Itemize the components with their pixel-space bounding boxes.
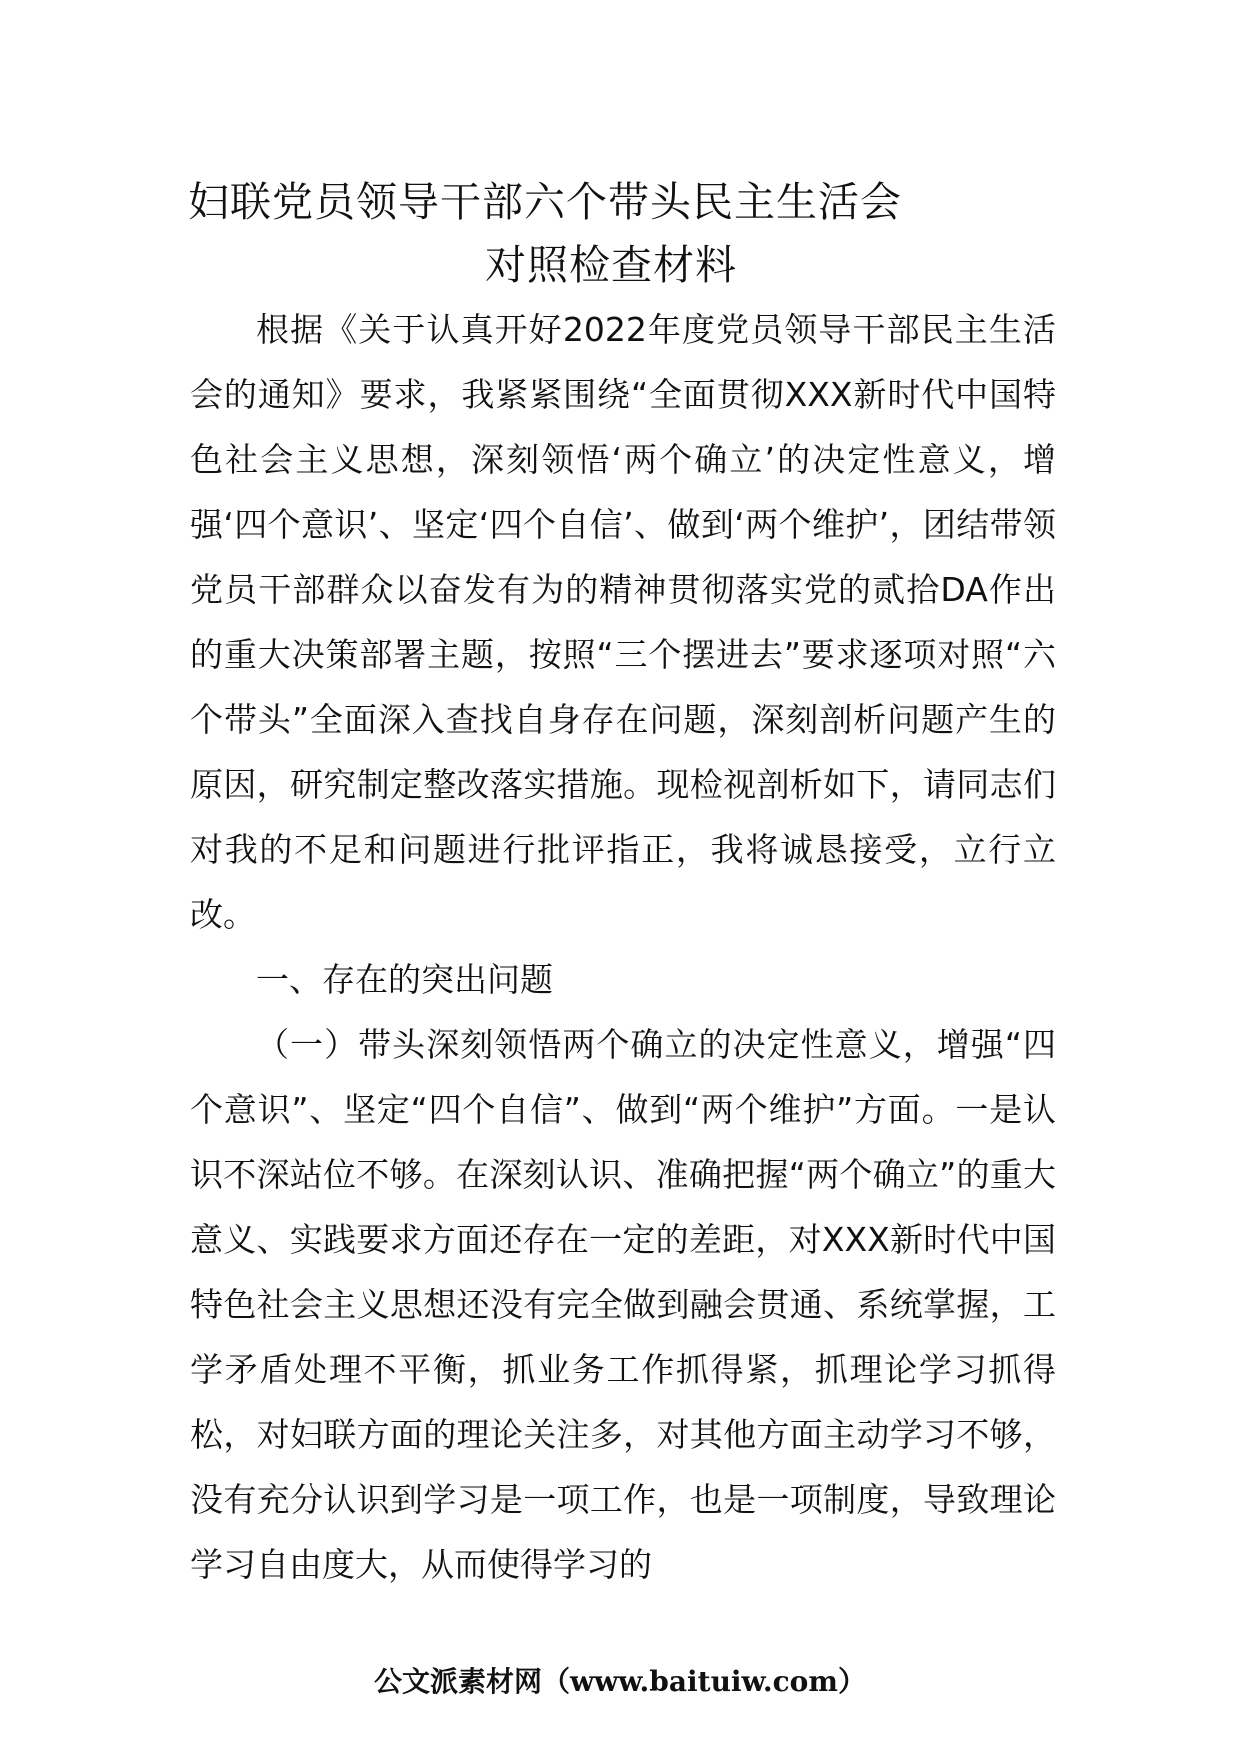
document-title-line-2: 对照检查材料 (485, 241, 737, 289)
footer-watermark: 公文派素材网（www.baituiw.com） (374, 1665, 866, 1698)
document-body (190, 297, 1056, 1597)
document-title-line-1: 妇联党员领导干部六个带头民主生活会 (188, 178, 902, 226)
section-heading: 一、存在的突出问题 (256, 960, 553, 999)
intro-paragraph: 根据《关于认真开好2022年度党员领导干部民主生活会的通知》要求，我紧紧围绕“全面贯彻XXX新时代中国特色社会主义思想，深刻领悟‘两个确立’的决定性意义，增强‘四个意识’、坚定‘四个自信’、做到‘两个维护’，团结带领党员干部群众以奋发有为的精神贯彻落实党的贰拾DA作出的重大决策部署主题，按照“三个摆进去”要求逐项对照“六个带头”全面深入查找自身存在问题，深刻剖析问题产生的原因，研究制定整改落实措施。现检视剖析如下，请同志们对我的不足和问题进行批评指正，我将诚恳接受，立行立改。 (190, 310, 1056, 934)
subsection-paragraph: （一）带头深刻领悟两个确立的决定性意义，增强“四个意识”、坚定“四个自信”、做到“两个维护”方面。一是认识不深站位不够。在深刻认识、准确把握“两个确立”的重大意义、实践要求方面还存在一定的差距，对XXX新时代中国特色社会主义思想还没有完全做到融会贯通、系统掌握，工学矛盾处理不平衡，抓业务工作抓得紧，抓理论学习抓得松，对妇联方面的理论关注多，对其他方面主动学习不够，没有充分认识到学习是一项工作，也是一项制度，导致理论学习自由度大，从而使得学习的 (190, 1025, 1056, 1584)
